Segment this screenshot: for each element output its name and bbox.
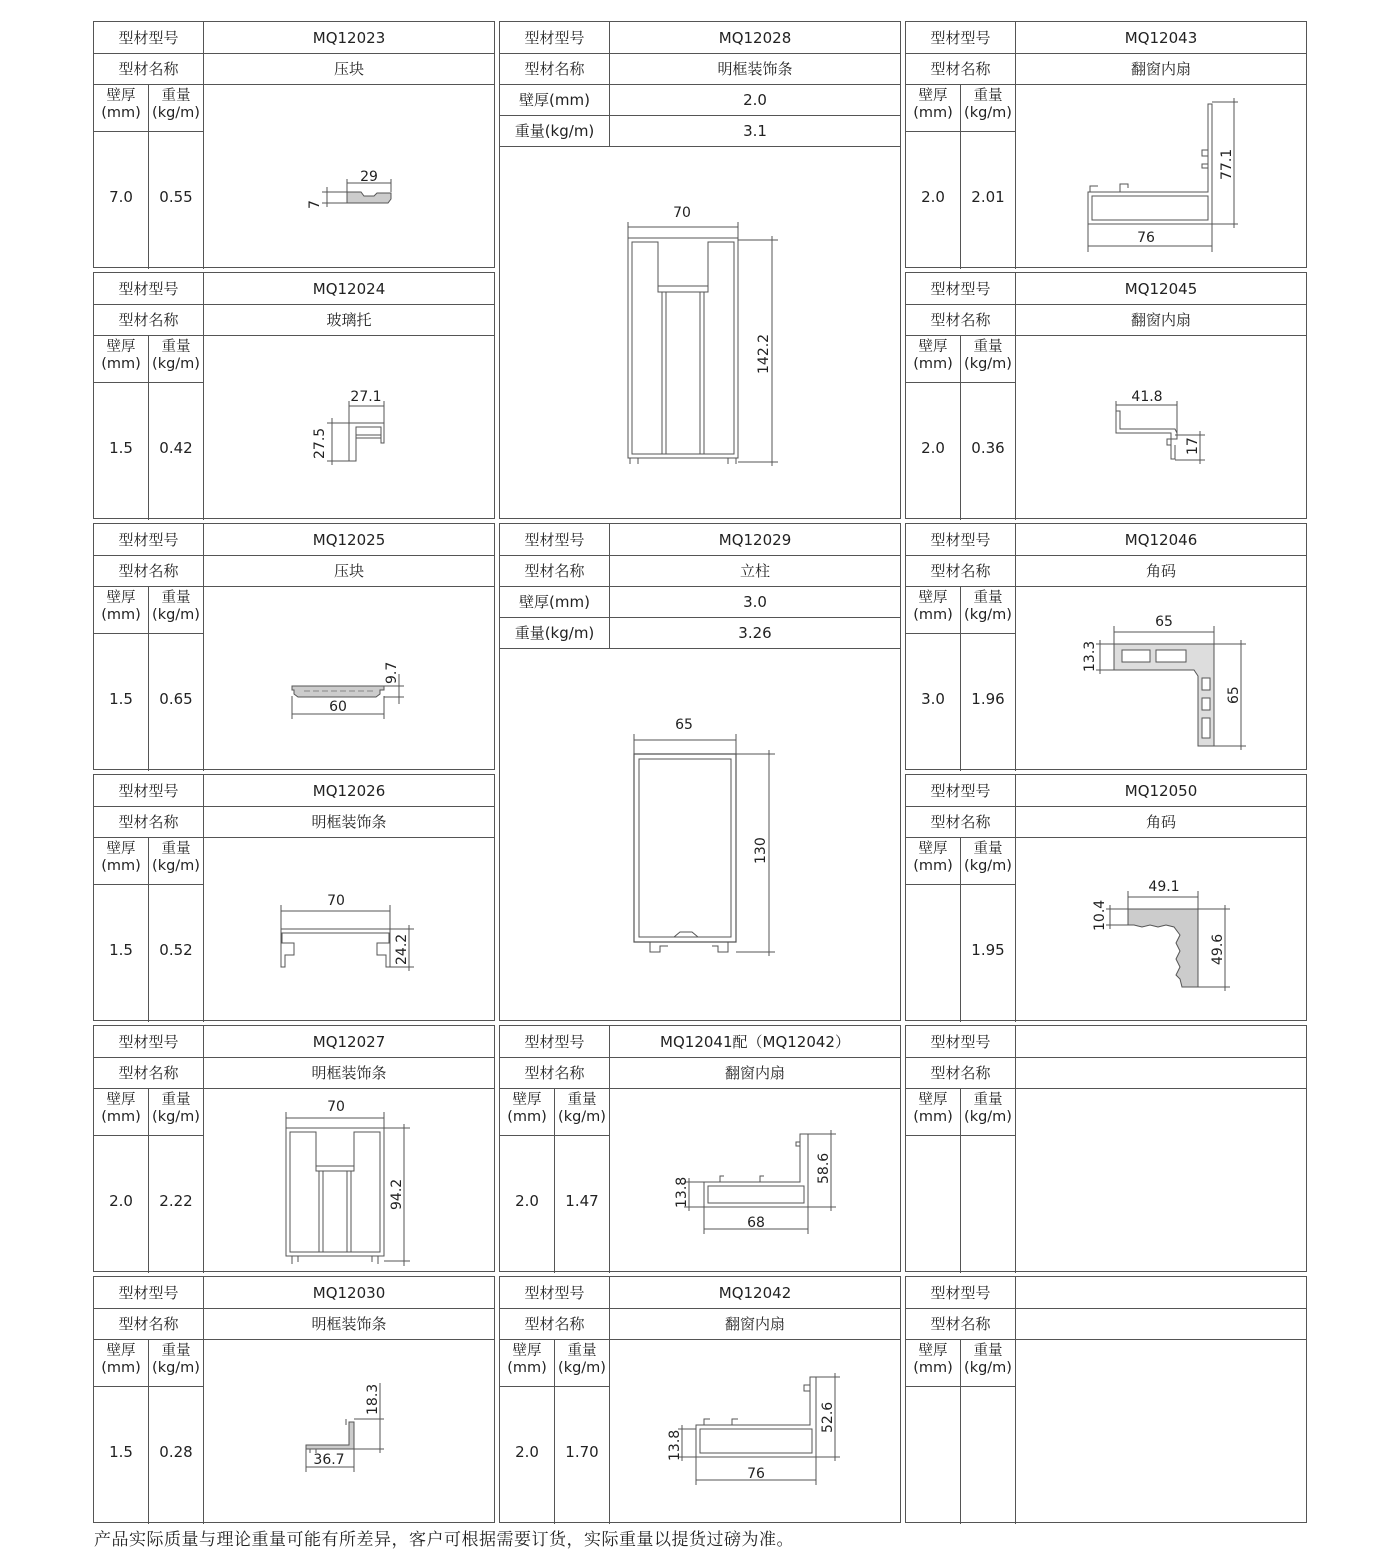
- profile-name: 玻璃托: [326, 311, 372, 329]
- name-row: 型材名称 压块: [94, 53, 494, 85]
- profile-drawing: [1101, 383, 1221, 473]
- thickness-value: 2.0: [921, 188, 945, 206]
- profile-drawing: [660, 1367, 850, 1497]
- svg-text:65: 65: [1155, 614, 1173, 630]
- profile-drawing: [1076, 92, 1266, 252]
- svg-text:52.6: 52.6: [820, 1401, 836, 1433]
- profile-name: 明框装饰条: [311, 1315, 387, 1333]
- weight-value: 2.22: [159, 1192, 193, 1210]
- weight-value: 0.42: [159, 439, 193, 457]
- thickness-value: 1.5: [109, 941, 133, 959]
- svg-text:18.3: 18.3: [365, 1383, 381, 1415]
- profile-drawing: [294, 1377, 404, 1477]
- profile-name: 立柱: [739, 562, 770, 580]
- profile-card-mq12024: 型材型号 MQ12024 型材名称 玻璃托 壁厚 (mm) 重量 (kg/m) 1.5 0.42 27.1 27.5: [93, 272, 495, 519]
- svg-text:7: 7: [307, 200, 323, 209]
- profile-code: [1016, 1277, 1306, 1308]
- thickness-value: 2.0: [515, 1192, 539, 1210]
- thickness-value: 3.0: [921, 690, 945, 708]
- profile-name: 明框装饰条: [717, 60, 793, 78]
- profile-drawing: [309, 383, 409, 468]
- thickness-value: 7.0: [109, 188, 133, 206]
- thickness-value: 2.0: [515, 1443, 539, 1461]
- svg-text:10.4: 10.4: [1092, 899, 1108, 931]
- profile-drawing: [284, 634, 414, 724]
- profile-drawing: [274, 1096, 424, 1276]
- profile-code: MQ12024: [312, 279, 386, 298]
- profile-code: MQ12045: [1124, 279, 1198, 298]
- profile-card-mq12023: 型材型号 MQ12023 型材名称 压块 壁厚 (mm) 重量 (kg/m) 7.0 0.55 29 7: [93, 21, 495, 268]
- profile-code: MQ12050: [1124, 781, 1198, 800]
- profile-code: [1016, 1026, 1306, 1057]
- svg-text:49.6: 49.6: [1210, 933, 1226, 965]
- profile-drawing: [274, 885, 419, 975]
- profile-card-mq12027: 型材型号 MQ12027 型材名称 明框装饰条 壁厚 (mm) 重量 (kg/m) 2.0 2.22 70 94.2: [93, 1025, 495, 1272]
- footer-note: 产品实际质量与理论重量可能有所差异，客户可根据需要订货，实际重量以提货过磅为准。: [94, 1530, 794, 1550]
- thickness-value: 2.0: [109, 1192, 133, 1210]
- profile-code: MQ12028: [718, 28, 792, 47]
- profile-card-mq12045: 型材型号 MQ12045 型材名称 翻窗内扇 壁厚 (mm) 重量 (kg/m) 2.0 0.36 41.8 17: [905, 272, 1307, 519]
- profile-code: MQ12026: [312, 781, 386, 800]
- profile-name: 压块: [333, 562, 364, 580]
- profile-card-empty-1: 型材型号 型材名称 壁厚 (mm) 重量 (kg/m): [905, 1025, 1307, 1272]
- weight-value: 3.26: [738, 623, 772, 642]
- profile-card-empty-2: 型材型号 型材名称 壁厚 (mm) 重量 (kg/m): [905, 1276, 1307, 1523]
- profile-card-mq12046: 型材型号 MQ12046 型材名称 角码 壁厚 (mm) 重量 (kg/m) 3.0 1.96 65 13.3 65: [905, 523, 1307, 770]
- svg-text:65: 65: [1226, 686, 1242, 704]
- svg-text:27.1: 27.1: [350, 389, 382, 405]
- weight-value: 1.95: [971, 941, 1005, 959]
- profile-name: 压块: [333, 60, 364, 78]
- svg-text:49.1: 49.1: [1148, 879, 1180, 895]
- svg-text:13.3: 13.3: [1082, 640, 1098, 672]
- profile-card-mq12025: 型材型号 MQ12025 型材名称 压块 壁厚 (mm) 重量 (kg/m) 1.5 0.65 60 9.7: [93, 523, 495, 770]
- svg-text:17: 17: [1185, 437, 1201, 455]
- profile-code: MQ12042: [718, 1283, 792, 1302]
- profile-code: MQ12029: [718, 530, 792, 549]
- profile-name: 翻窗内扇: [1130, 311, 1191, 329]
- profile-name: [1016, 1057, 1306, 1088]
- profile-code: MQ12025: [312, 530, 386, 549]
- profile-name: 角码: [1145, 562, 1176, 580]
- profile-card-mq12026: 型材型号 MQ12026 型材名称 明框装饰条 壁厚 (mm) 重量 (kg/m) 1.5 0.52 70 24.2: [93, 774, 495, 1021]
- profile-drawing: [1076, 606, 1266, 756]
- svg-text:76: 76: [747, 1466, 765, 1482]
- profile-card-mq12028: 型材型号 MQ12028 型材名称 明框装饰条 壁厚(mm) 2.0 重量(kg/m) 3.1 70 142.2: [499, 21, 901, 519]
- profile-name: 明框装饰条: [311, 1064, 387, 1082]
- thickness-value: 1.5: [109, 1443, 133, 1461]
- svg-text:70: 70: [673, 205, 691, 221]
- svg-text:70: 70: [327, 893, 345, 909]
- profile-name: 翻窗内扇: [1130, 60, 1191, 78]
- profile-drawing: [660, 1112, 850, 1242]
- svg-text:36.7: 36.7: [313, 1452, 345, 1468]
- profile-name: 角码: [1145, 813, 1176, 831]
- thickness-value: 1.5: [109, 439, 133, 457]
- profile-code: MQ12027: [312, 1032, 386, 1051]
- profile-code: MQ12046: [1124, 530, 1198, 549]
- svg-text:58.6: 58.6: [816, 1152, 832, 1184]
- weight-value: 1.96: [971, 690, 1005, 708]
- thickness-value: 2.0: [921, 439, 945, 457]
- profile-code: MQ12030: [312, 1283, 386, 1302]
- thickness-value: 2.0: [743, 90, 767, 109]
- profile-card-mq12029: 型材型号 MQ12029 型材名称 立柱 壁厚(mm) 3.0 重量(kg/m) 3.26 65 130: [499, 523, 901, 1021]
- profile-drawing: [610, 202, 810, 482]
- profile-name: 明框装饰条: [311, 813, 387, 831]
- weight-value: 0.65: [159, 690, 193, 708]
- profile-drawing: [294, 147, 414, 207]
- profile-code: MQ12043: [1124, 28, 1198, 47]
- profile-name: 翻窗内扇: [724, 1315, 785, 1333]
- svg-text:13.8: 13.8: [674, 1176, 690, 1208]
- svg-text:27.5: 27.5: [312, 427, 328, 459]
- weight-value: 1.70: [565, 1443, 599, 1461]
- weight-value: 3.1: [743, 121, 767, 140]
- svg-text:130: 130: [753, 837, 769, 864]
- profile-drawing: [610, 704, 810, 974]
- svg-text:29: 29: [360, 169, 378, 185]
- profile-code: MQ12023: [312, 28, 386, 47]
- svg-text:41.8: 41.8: [1131, 389, 1163, 405]
- weight-value: 0.28: [159, 1443, 193, 1461]
- svg-text:60: 60: [329, 699, 347, 715]
- svg-text:94.2: 94.2: [389, 1178, 405, 1210]
- profile-card-mq12050: 型材型号 MQ12050 型材名称 角码 壁厚 (mm) 重量 (kg/m) 1.95 49.1 10.4 49.6: [905, 774, 1307, 1021]
- thickness-value: 1.5: [109, 690, 133, 708]
- profile-card-mq12030: 型材型号 MQ12030 型材名称 明框装饰条 壁厚 (mm) 重量 (kg/m) 1.5 0.28 36.7 18.3: [93, 1276, 495, 1523]
- svg-text:24.2: 24.2: [394, 933, 410, 965]
- weight-value: 1.47: [565, 1192, 599, 1210]
- svg-text:70: 70: [327, 1099, 345, 1115]
- weight-value: 0.36: [971, 439, 1005, 457]
- weight-value: 0.55: [159, 188, 193, 206]
- profile-drawing: [1086, 865, 1266, 1005]
- weight-value: 2.01: [971, 188, 1005, 206]
- svg-text:68: 68: [747, 1215, 765, 1231]
- profile-name: 翻窗内扇: [724, 1064, 785, 1082]
- svg-text:142.2: 142.2: [756, 333, 772, 374]
- profile-code: MQ12041配（MQ12042）: [660, 1033, 850, 1051]
- profile-card-mq12041: 型材型号 MQ12041配（MQ12042） 型材名称 翻窗内扇 壁厚 (mm) 重量 (kg/m) 2.0 1.47 68 58.6 13.8: [499, 1025, 901, 1272]
- thickness-value: 3.0: [743, 592, 767, 611]
- svg-text:13.8: 13.8: [667, 1429, 683, 1461]
- svg-text:76: 76: [1137, 230, 1155, 246]
- profile-card-mq12043: 型材型号 MQ12043 型材名称 翻窗内扇 壁厚 (mm) 重量 (kg/m) 2.0 2.01 76 77.1: [905, 21, 1307, 268]
- code-row: 型材型号 MQ12023: [94, 22, 494, 54]
- weight-value: 0.52: [159, 941, 193, 959]
- svg-text:77.1: 77.1: [1219, 148, 1235, 180]
- svg-text:65: 65: [675, 717, 693, 733]
- svg-text:9.7: 9.7: [384, 661, 400, 684]
- profile-card-mq12042: 型材型号 MQ12042 型材名称 翻窗内扇 壁厚 (mm) 重量 (kg/m) 2.0 1.70 76 52.6 13.8: [499, 1276, 901, 1523]
- profile-name: [1016, 1308, 1306, 1339]
